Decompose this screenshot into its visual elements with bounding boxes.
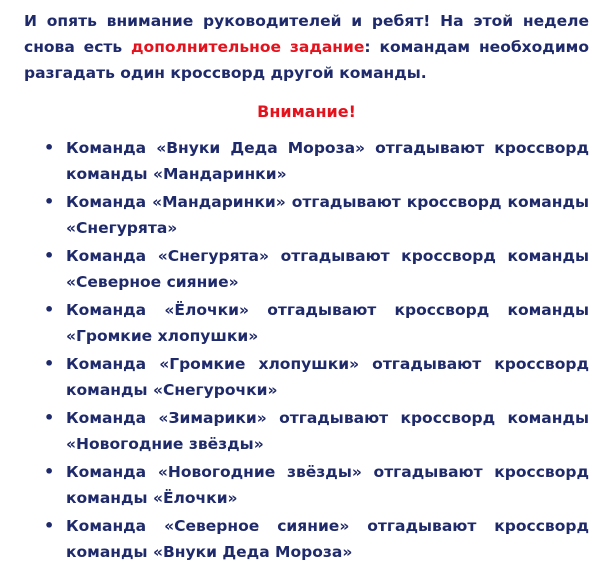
- assignment-text: Команда «Новогодние звёзды» отгадывают кроссворд команды «Ёлочки»: [66, 463, 589, 507]
- bullet-icon: •: [44, 192, 55, 211]
- bullet-icon: •: [44, 408, 55, 427]
- assignment-item: [44, 405, 589, 457]
- assignment-text: Команда «Громкие хлопушки» отгадывают кроссворд команды «Снегурочки»: [66, 355, 589, 399]
- assignment-text: Команда «Северное сияние» отгадывают кроссворд команды «Внуки Деда Мороза»: [66, 517, 589, 561]
- assignment-item: [44, 459, 589, 511]
- assignment-text: Команда «Снегурята» отгадывают кроссворд команды «Северное сияние»: [66, 247, 589, 291]
- bullet-icon: •: [44, 138, 55, 157]
- bullet-icon: •: [44, 246, 55, 265]
- assignment-text: Команда «Зимарики» отгадывают кроссворд команды «Новогодние звёзды»: [66, 409, 589, 453]
- assignment-item: [44, 243, 589, 295]
- assignment-text: Команда «Внуки Деда Мороза» отгадывают кроссворд команды «Мандаринки»: [66, 139, 589, 183]
- assignment-list: [24, 135, 589, 565]
- assignment-text: Команда «Мандаринки» отгадывают кроссворд команды «Снегурята»: [66, 193, 589, 237]
- assignment-item: [44, 135, 589, 187]
- assignment-item: [44, 351, 589, 403]
- intro-paragraph: [24, 8, 589, 86]
- bullet-icon: •: [44, 462, 55, 481]
- intro-highlight: дополнительное задание: [131, 38, 365, 56]
- intro-text-start: И опять внимание руководителей и ребят! На этой неделе снова есть: [24, 12, 589, 56]
- assignment-item: [44, 189, 589, 241]
- assignment-text: Команда «Ёлочки» отгадывают кроссворд команды «Громкие хлопушки»: [66, 301, 589, 345]
- attention-heading: Внимание!: [257, 102, 356, 121]
- intro-text-end: : командам необходимо разгадать один кроссворд другой команды.: [24, 38, 590, 82]
- assignment-item: [44, 297, 589, 349]
- bullet-icon: •: [44, 300, 55, 319]
- bullet-icon: •: [44, 516, 55, 535]
- bullet-icon: •: [44, 354, 55, 373]
- assignment-item: [44, 513, 589, 565]
